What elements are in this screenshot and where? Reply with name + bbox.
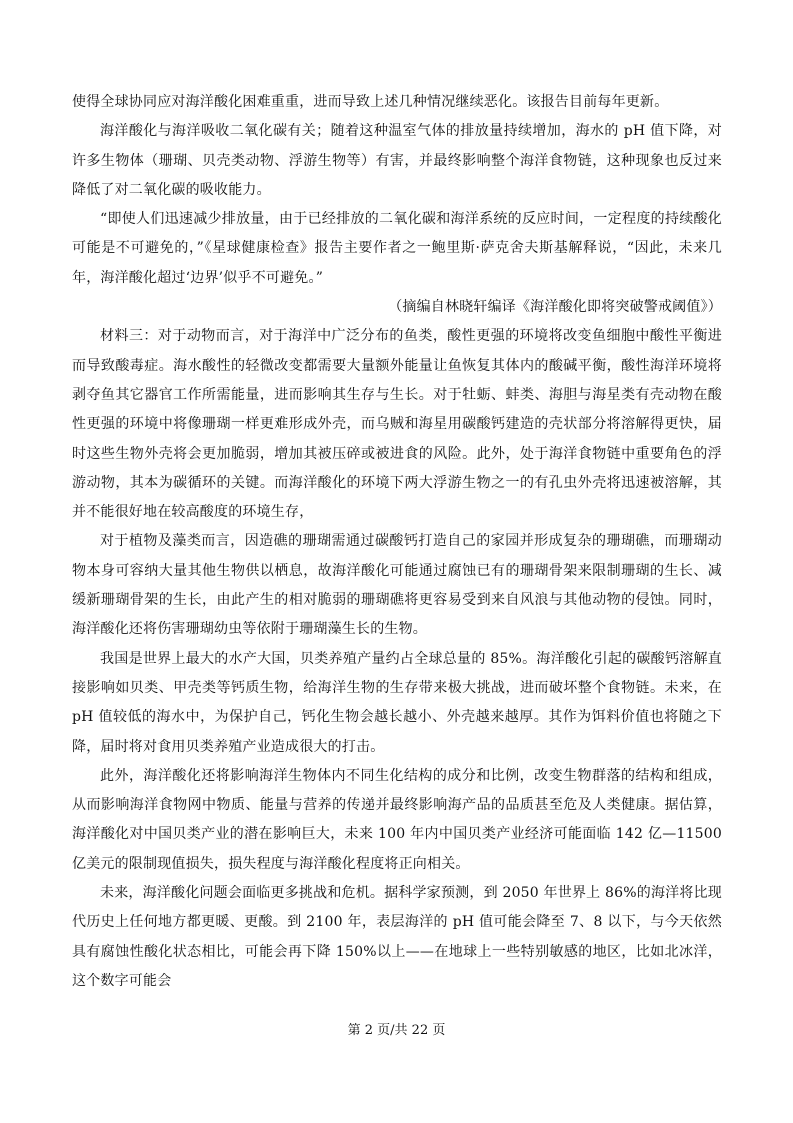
paragraph-plants-algae: 对于植物及藻类而言，因造礁的珊瑚需通过碳酸钙打造自己的家园并形成复杂的珊瑚礁，而珊瑚动物本身可容纳大量其他生物供以栖息，故海洋酸化可能通过腐蚀已有的珊瑚骨架来限制珊瑚的生长、减缓新珊瑚骨架的生长，由此产生的相对脆弱的珊瑚礁将更容易受到来自风浪与其他动物的侵蚀。同时，海洋酸化还将伤害珊瑚幼虫等依附于珊瑚藻生长的生物。 (72, 533, 722, 638)
page-number-footer: 第 2 页/共 22 页 (347, 1023, 446, 1038)
paragraph-ocean-acidification-co2: 海洋酸化与海洋吸收二氧化碳有关；随着这种温室气体的排放量持续增加，海水的 pH 值下降，对许多生物体（珊瑚、贝壳类动物、浮游生物等）有害，并最终影响整个海洋食物链，这种现象也反过来降低了对二氧化碳的吸收能力。 (72, 123, 722, 198)
paragraph-continuation: 使得全球协同应对海洋酸化困难重重，进而导致上述几种情况继续恶化。该报告目前每年更新。 (72, 94, 669, 110)
paragraph-food-web-impact: 此外，海洋酸化还将影响海洋生物体内不同生化结构的成分和比例，改变生物群落的结构和组成，从而影响海洋食物网中物质、能量与营养的传递并最终影响海产品的品质甚至危及人类健康。据估算，海洋酸化对中国贝类产业的潜在影响巨大，未来 100 年内中国贝类产业经济可能面临 142 亿—11500 亿美元的限制现值损失，损失程度与海洋酸化程度将正向相关。 (72, 767, 722, 872)
paragraph-quote: “即使人们迅速减少排放量，由于已经排放的二氧化碳和海洋系统的反应时间，一定程度的持续酸化可能是不可避免的，”《星球健康检查》报告主要作者之一鲍里斯·萨克舍夫斯基解释说，“因此，未来几年，海洋酸化超过‘边界’似乎不可避免。” (72, 211, 722, 286)
paragraph-china-aquaculture: 我国是世界上最大的水产大国，贝类养殖产量约占全球总量的 85%。海洋酸化引起的碳酸钙溶解直接影响如贝类、甲壳类等钙质生物，给海洋生物的生存带来极大挑战，进而破坏整个食物链。未来，在 pH 值较低的海水中，为保护自己，钙化生物会越长越小、外壳越来越厚。其作为饵料价值也将随之下降，届时将对食用贝类养殖产业造成很大的打击。 (72, 650, 722, 755)
paragraph-future-challenges: 未来，海洋酸化问题会面临更多挑战和危机。据科学家预测，到 2050 年世界上 86%的海洋将比现代历史上任何地方都更暖、更酸。到 2100 年，表层海洋的 pH 值可能会降至 7、8 以下，与今天依然具有腐蚀性酸化状态相比，可能会再下降 150%以上——在地球上一些特别敏感的地区，比如北冰洋，这个数字可能会 (72, 885, 722, 989)
document-body (72, 88, 722, 996)
paragraph-material-three-animals: 材料三：对于动物而言，对于海洋中广泛分布的鱼类，酸性更强的环境将改变鱼细胞中酸性平衡进而导致酸毒症。海水酸性的轻微改变都需要大量额外能量让鱼恢复其体内的酸碱平衡，酸性海洋环境将剥夺鱼其它器官工作所需能量，进而影响其生存与生长。对于牡蛎、蚌类、海胆与海星类有壳动物在酸性更强的环境中将像珊瑚一样更难形成外壳，而乌贼和海星用碳酸钙建造的壳状部分将溶解得更快，届时这些生物外壳将会更加脆弱，增加其被压碎或被进食的风险。此外，处于海洋食物链中重要角色的浮游动物，其本为碳循环的关键。而海洋酸化的环境下两大浮游生物之一的有孔虫外壳将迅速被溶解，其并不能很好地在较高酸度的环境生存， (72, 328, 722, 521)
source-citation: （摘编自林晓轩编译《海洋酸化即将突破警戒阈值》） (388, 299, 722, 316)
